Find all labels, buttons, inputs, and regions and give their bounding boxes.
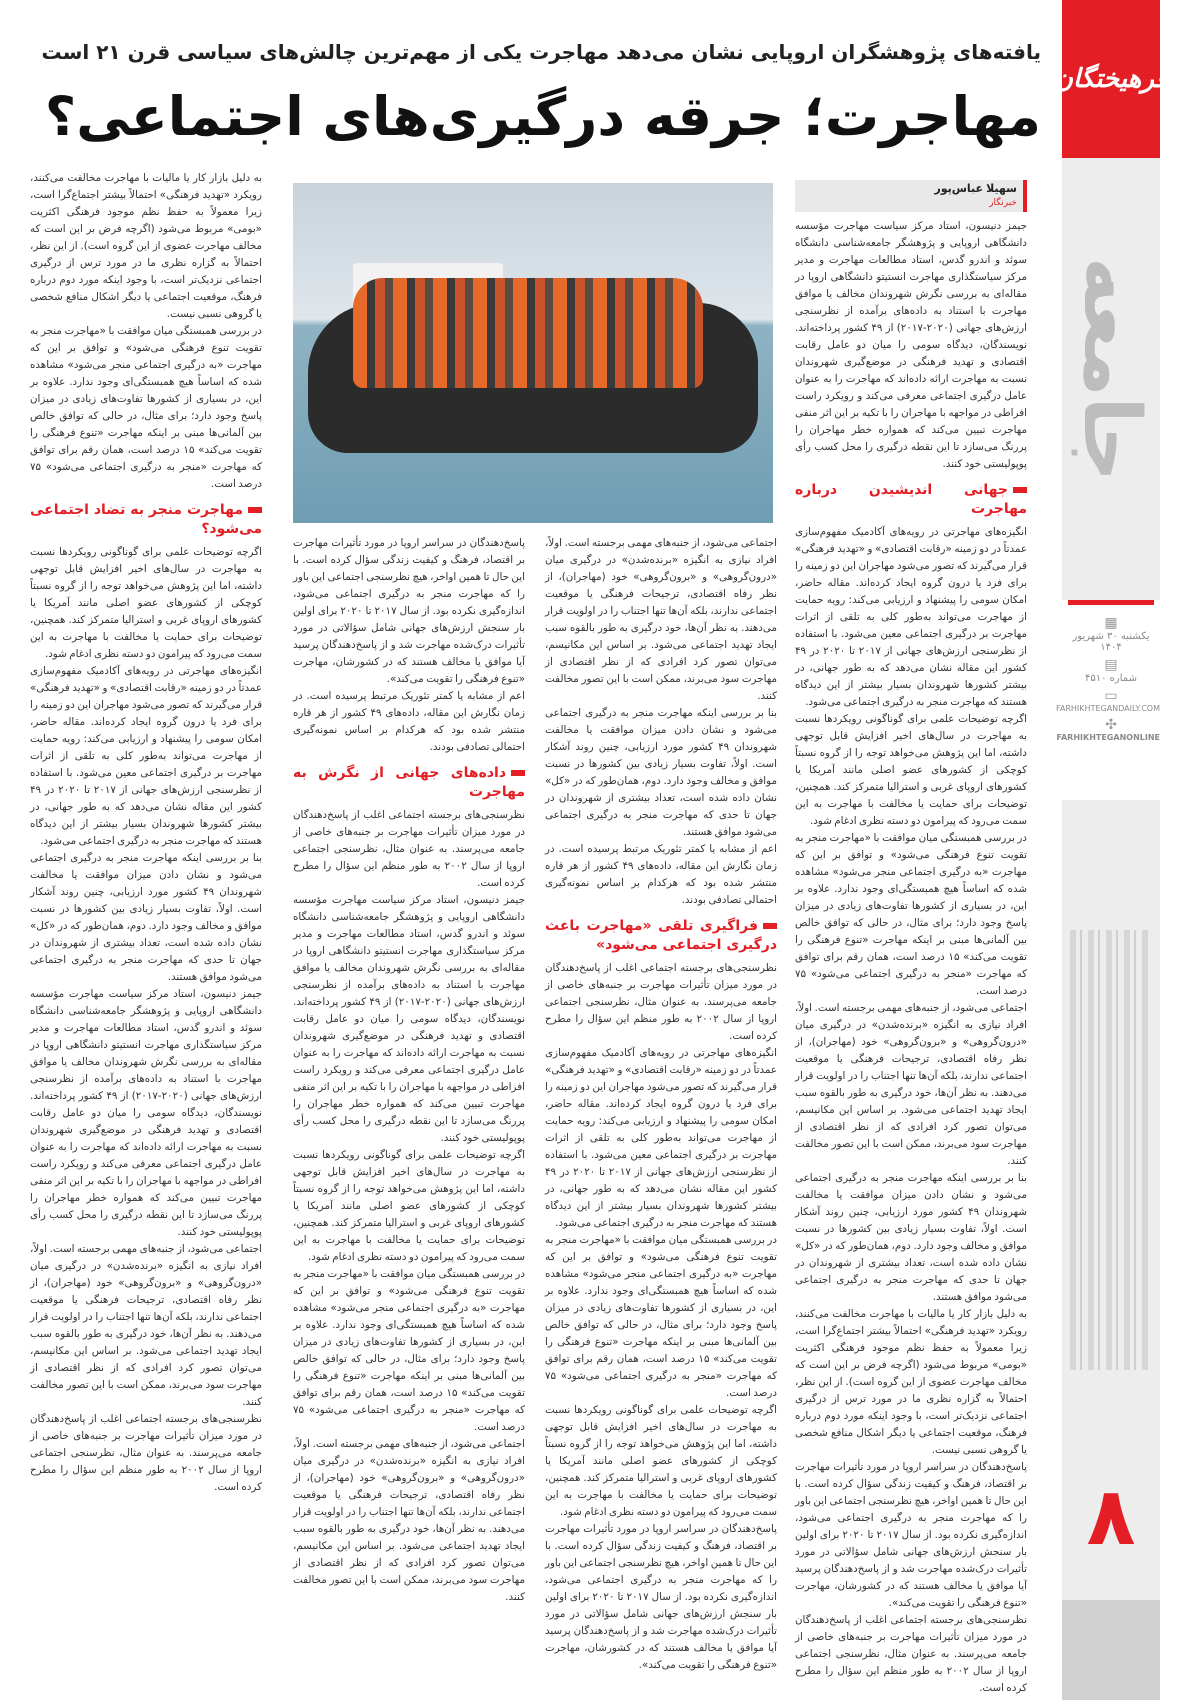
- column-2: [545, 535, 777, 1674]
- body-paragraph: به دلیل بازار کار یا مالیات با مهاجرت مخالفت می‌کنند، رویکرد «تهدید فرهنگی» احتمالاً بیشتر اجتماع‌گرا است، زیرا معمولاً به حفظ نظم موجود فرهنگی اکثریت «بومی» مربوط می‌شود (اگرچه فرض بر این است که مخالف مهاجرت عضوی از این گروه است). از این نظر، احتمالاً به گزاره نظری ما در مورد ترس از درگیری اجتماعی نزدیک‌تر است، با وجود اینکه مورد دوم درباره فرهنگ، موقعیت اجتماعی یا دیگر اشکال منافع شخصی یا گروهی نسبی نیست.: [30, 172, 262, 320]
- body-paragraph: اگرچه توضیحات علمی برای گوناگونی رویکردها نسبت به مهاجرت در سال‌های اخیر افزایش قابل توجهی داشته، اما این پژوهش می‌خواهد توجه را از گروه نسبتاً کوچکی از کشورهای عضو اصلی مانند آمریکا یا کشورهای اروپای غربی و استرالیا متمرکز کند. همچنین، توضیحات برای حمایت یا مخالفت با مهاجرت به این سمت می‌رود که پیرامون دو دسته نظری ادغام شود.: [795, 713, 1027, 827]
- issue-info: [1056, 600, 1160, 800]
- body-paragraph: بنا بر بررسی اینکه مهاجرت منجر به درگیری اجتماعی می‌شود و نشان دادن میزان موافقت یا مخالفت شهروندان ۴۹ کشور مورد ارزیابی، چنین روند آشکار است. اولاً، تفاوت بسیار زیادی بین کشورها در نسبت موافق و مخالف وجود دارد. دوم، همان‌طور که در «کل» نشان داده شده است، تعداد بیشتری از شهروندان در جهان تا حدی که مهاجرت منجر به درگیری اجتماعی می‌شود موافق هستند.: [795, 1172, 1027, 1303]
- footer-bar: [1062, 1600, 1160, 1700]
- body-paragraph: نظرسنجی‌های برجسته اجتماعی اغلب از پاسخ‌دهندگان در مورد میزان تأثیرات مهاجرت بر جنبه‌های خاصی از جامعه می‌پرسند. به عنوان مثال، نظرسنجی اجتماعی اروپا از سال ۲۰۰۲ به طور منظم این سؤال را مطرح کرده است.: [795, 1614, 1027, 1694]
- section-label: [1062, 180, 1160, 560]
- body-paragraph: پاسخ‌دهندگان در سراسر اروپا در مورد تأثیرات مهاجرت بر اقتصاد، فرهنگ و کیفیت زندگی سؤال کرده است. با این حال تا همین اواخر، هیچ نظرسنجی اجتماعی این باور را که مهاجرت منجر به درگیری اجتماعی می‌شود، اندازه‌گیری نکرده بود. از سال ۲۰۱۷ تا ۲۰۲۰ برای اولین بار سنجش ارزش‌های جهانی شامل سؤالاتی در مورد تأثیرات درک‌شده مهاجرت شد و از پاسخ‌دهندگان پرسید آیا موافق یا مخالف هستند که در کشورشان، مهاجرت «تنوع فرهنگی را تقویت می‌کند».: [544, 1523, 777, 1671]
- website-link[interactable]: FARHIKHTEGANDAILY.COM: [1056, 704, 1160, 713]
- column-3: [293, 535, 525, 1606]
- body-paragraph: اعم از مشابه یا کمتر تئوریک مرتبط پرسیده است. در زمان نگارش این مقاله، داده‌های ۴۹ کشور از هر قاره منتشر شده بود که هرکدام بر اساس نمونه‌گیری احتمالی تصادفی بودند.: [545, 843, 777, 906]
- web-icon: ▭: [1104, 688, 1118, 704]
- section-heading: جهانی اندیشیدن درباره مهاجرت: [795, 482, 1027, 517]
- body-paragraph: بنا بر بررسی اینکه مهاجرت منجر به درگیری اجتماعی می‌شود و نشان دادن میزان موافقت یا مخالفت شهروندان ۴۹ کشور مورد ارزیابی، چنین روند آشکار است. اولاً، تفاوت بسیار زیادی بین کشورها در نسبت موافق و مخالف وجود دارد. دوم، همان‌طور که در «کل» نشان داده شده است، تعداد بیشتری از شهروندان در جهان تا حدی که مهاجرت منجر به درگیری اجتماعی می‌شود موافق هستند.: [545, 707, 777, 838]
- body-paragraph: اگرچه توضیحات علمی برای گوناگونی رویکردها نسبت به مهاجرت در سال‌های اخیر افزایش قابل توجهی داشته، اما این پژوهش می‌خواهد توجه را از گروه نسبتاً کوچکی از کشورهای عضو اصلی مانند آمریکا یا کشورهای اروپای غربی و استرالیا متمرکز کند. همچنین، توضیحات برای حمایت یا مخالفت با مهاجرت به این سمت می‌رود که پیرامون دو دسته نظری ادغام شود.: [30, 546, 262, 660]
- body-paragraph: پاسخ‌دهندگان در سراسر اروپا در مورد تأثیرات مهاجرت بر اقتصاد، فرهنگ و کیفیت زندگی سؤال کرده است. با این حال تا همین اواخر، هیچ نظرسنجی اجتماعی این باور را که مهاجرت منجر به درگیری اجتماعی می‌شود، اندازه‌گیری نکرده بود. از سال ۲۰۱۷ تا ۲۰۲۰ برای اولین بار سنجش ارزش‌های جهانی شامل سؤالاتی در مورد تأثیرات درک‌شده مهاجرت شد و از پاسخ‌دهندگان پرسید آیا موافق یا مخالف هستند که در کشورشان، مهاجرت «تنوع فرهنگی را تقویت می‌کند».: [794, 1461, 1027, 1609]
- body-paragraph: اجتماعی می‌شود، از جنبه‌های مهمی برجسته است. اولاً، افراد نیازی به انگیزه «برنده‌شدن» در درگیری میان «درون‌گروهی» و «برون‌گروهی» خود (مهاجران)، از نظر رفاه اقتصادی، ترجیحات فرهنگی یا موقعیت اجتماعی ندارند، بلکه آن‌ها تنها اجتناب را در اولویت قرار می‌دهند. به نظر آن‌ها، خود درگیری به طور بالقوه سبب ایجاد تهدید اجتماعی می‌شود. بر اساس این مکانیسم، می‌توان تصور کرد افرادی که از نظر اقتصادی از مهاجرت سود می‌برند، ممکن است با این تصور مخالفت کنند.: [795, 1002, 1027, 1167]
- body-paragraph: بنا بر بررسی اینکه مهاجرت منجر به درگیری اجتماعی می‌شود و نشان دادن میزان موافقت یا مخالفت شهروندان ۴۹ کشور مورد ارزیابی، چنین روند آشکار است. اولاً، تفاوت بسیار زیادی بین کشورها در نسبت موافق و مخالف وجود دارد. دوم، همان‌طور که در «کل» نشان داده شده است، تعداد بیشتری از شهروندان در جهان تا حدی که مهاجرت منجر به درگیری اجتماعی می‌شود موافق هستند.: [30, 852, 262, 983]
- body-paragraph: اجتماعی می‌شود، از جنبه‌های مهمی برجسته است. اولاً، افراد نیازی به انگیزه «برنده‌شدن» در درگیری میان «درون‌گروهی» و «برون‌گروهی» خود (مهاجران)، از نظر رفاه اقتصادی، ترجیحات فرهنگی یا موقعیت اجتماعی ندارند، بلکه آن‌ها تنها اجتناب را در اولویت قرار می‌دهند. به نظر آن‌ها، خود درگیری به طور بالقوه سبب ایجاد تهدید اجتماعی می‌شود. بر اساس این مکانیسم، می‌توان تصور کرد افرادی که از نظر اقتصادی از مهاجرت سود می‌برند، ممکن است با این تصور مخالفت کنند.: [545, 537, 777, 702]
- body-paragraph: جیمز دنیسون، استاد مرکز سیاست مهاجرت مؤسسه دانشگاهی اروپایی و پژوهشگر جامعه‌شناسی دانشگاه سوئد و اندرو گدس، استاد مطالعات مهاجرت و مدیر مرکز سیاستگذاری مهاجرت انستیتو دانشگاهی اروپا در مقاله‌ای به بررسی نگرش شهروندان مخالف یا موافق مهاجرت با استناد به داده‌های برآمده از نظرسنجی ارزش‌های جهانی (۲۰۲۰-۲۰۱۷) از ۴۹ کشور پرداخته‌اند. نویسندگان، دیدگاه سومی را میان دو عامل رقابت اقتصادی و تهدید فرهنگی در موضع‌گیری شهروندان نسبت به مهاجرت ارائه داده‌اند که مهاجرت را به عنوان عامل درگیری اجتماعی معرفی می‌کند و رویکرد راست افراطی در مواجهه با مهاجران را با تکیه بر این اثر منفی مهاجرت تبیین می‌کند که همواره خطر مهاجران را پررنگ می‌سازد تا این نقطه درگیری را محل کسب رأی پوپولیستی خود کنند.: [795, 220, 1027, 470]
- body-paragraph: انگیزه‌های مهاجرتی در رویه‌های آکادمیک مفهوم‌سازی عمدتاً در دو زمینه «رقابت اقتصادی» و «تهدید فرهنگی» قرار می‌گیرند که تصور می‌شود مهاجران این دو زمینه را برای فرد یا درون گروه ایجاد کرده‌اند. مقاله حاضر، امکان سومی را پیشنهاد و ارزیابی می‌کند: رویه حمایت از مهاجرت می‌تواند به‌طور کلی به تلقی از اثرات مهاجرت بر درگیری اجتماعی معین می‌شود. با استفاده از نظرسنجی ارزش‌های جهانی از ۲۰۱۷ تا ۲۰۲۰ در ۴۹ کشور این مقاله نشان می‌دهد که به طور جهانی، در بیشتر کشورها شهروندان بسیار بیشتر از این دیدگاه هستند که مهاجرت منجر به درگیری اجتماعی می‌شود.: [545, 1047, 777, 1229]
- body-paragraph: نظرسنجی‌های برجسته اجتماعی اغلب از پاسخ‌دهندگان در مورد میزان تأثیرات مهاجرت بر جنبه‌های خاصی از جامعه می‌پرسند. به عنوان مثال، نظرسنجی اجتماعی اروپا از سال ۲۰۰۲ به طور منظم این سؤال را مطرح کرده است.: [545, 962, 777, 1042]
- issue-number: شماره ۴۵۱۰: [1085, 673, 1137, 684]
- body-paragraph: در بررسی همبستگی میان موافقت با «مهاجرت منجر به تقویت تنوع فرهنگی می‌شود» و توافق بر این که مهاجرت «به درگیری اجتماعی منجر می‌شود» مشاهده شده که اساساً هیچ همبستگی‌ای وجود ندارد. علاوه بر این، در بسیاری از کشورها تفاوت‌های زیادی در میزان پاسخ وجود دارد؛ برای مثال، در حالی که توافق خالص بین آلمانی‌ها مبنی بر اینکه مهاجرت «تنوع فرهنگی را تقویت می‌کند» ۱۵ درصد است، همان رقم برای توافق که مهاجرت «منجر به درگیری اجتماعی می‌شود» ۷۵ درصد است.: [545, 1234, 777, 1399]
- calendar-icon: ▦: [1104, 615, 1118, 631]
- body-paragraph: انگیزه‌های مهاجرتی در رویه‌های آکادمیک مفهوم‌سازی عمدتاً در دو زمینه «رقابت اقتصادی» و «تهدید فرهنگی» قرار می‌گیرند که تصور می‌شود مهاجران این دو زمینه را برای فرد یا درون گروه ایجاد کرده‌اند. مقاله حاضر، امکان سومی را پیشنهاد و ارزیابی می‌کند: رویه حمایت از مهاجرت می‌تواند به‌طور کلی به تلقی از اثرات مهاجرت بر درگیری اجتماعی معین می‌شود. با استفاده از نظرسنجی ارزش‌های جهانی از ۲۰۱۷ تا ۲۰۲۰ در ۴۹ کشور این مقاله نشان می‌دهد که به طور جهانی، در بیشتر کشورها شهروندان بسیار بیشتر از این دیدگاه هستند که مهاجرت منجر به درگیری اجتماعی می‌شود.: [30, 665, 262, 847]
- body-paragraph: انگیزه‌های مهاجرتی در رویه‌های آکادمیک مفهوم‌سازی عمدتاً در دو زمینه «رقابت اقتصادی» و «تهدید فرهنگی» قرار می‌گیرند که تصور می‌شود مهاجران این دو زمینه را برای فرد یا درون گروه ایجاد کرده‌اند. مقاله حاضر، امکان سومی را پیشنهاد و ارزیابی می‌کند: رویه حمایت از مهاجرت می‌تواند به‌طور کلی به تلقی از اثرات مهاجرت بر درگیری اجتماعی معین می‌شود. با استفاده از نظرسنجی ارزش‌های جهانی از ۲۰۱۷ تا ۲۰۲۰ در ۴۹ کشور این مقاله نشان می‌دهد که به طور جهانی، در بیشتر کشورها شهروندان بسیار بیشتر از این دیدگاه هستند که مهاجرت منجر به درگیری اجتماعی می‌شود.: [795, 526, 1027, 708]
- body-paragraph: اجتماعی می‌شود، از جنبه‌های مهمی برجسته است. اولاً، افراد نیازی به انگیزه «برنده‌شدن» در درگیری میان «درون‌گروهی» و «برون‌گروهی» خود (مهاجران)، از نظر رفاه اقتصادی، ترجیحات فرهنگی یا موقعیت اجتماعی ندارند، بلکه آن‌ها تنها اجتناب را در اولویت قرار می‌دهند. به نظر آن‌ها، خود درگیری به طور بالقوه سبب ایجاد تهدید اجتماعی می‌شود. بر اساس این مکانیسم، می‌توان تصور کرد افرادی که از نظر اقتصادی از مهاجرت سود می‌برند، ممکن است با این تصور مخالفت کنند.: [30, 1243, 262, 1408]
- passengers-shape: [353, 278, 703, 388]
- body-paragraph: اگرچه توضیحات علمی برای گوناگونی رویکردها نسبت به مهاجرت در سال‌های اخیر افزایش قابل توجهی داشته، اما این پژوهش می‌خواهد توجه را از گروه نسبتاً کوچکی از کشورهای عضو اصلی مانند آمریکا یا کشورهای اروپای غربی و استرالیا متمرکز کند. همچنین، توضیحات برای حمایت یا مخالفت با مهاجرت به این سمت می‌رود که پیرامون دو دسته نظری ادغام شود.: [293, 1149, 525, 1263]
- body-paragraph: به دلیل بازار کار یا مالیات با مهاجرت مخالفت می‌کنند، رویکرد «تهدید فرهنگی» احتمالاً بیشتر اجتماع‌گرا است، زیرا معمولاً به حفظ نظم موجود فرهنگی اکثریت «بومی» مربوط می‌شود (اگرچه فرض بر این است که مخالف مهاجرت عضوی از این گروه است). از این نظر، احتمالاً به گزاره نظری ما در مورد ترس از درگیری اجتماعی نزدیک‌تر است، با وجود اینکه مورد دوم درباره فرهنگ، موقعیت اجتماعی یا دیگر اشکال منافع شخصی یا گروهی نسبی نیست.: [795, 1308, 1027, 1456]
- body-paragraph: اگرچه توضیحات علمی برای گوناگونی رویکردها نسبت به مهاجرت در سال‌های اخیر افزایش قابل توجهی داشته، اما این پژوهش می‌خواهد توجه را از گروه نسبتاً کوچکی از کشورهای عضو اصلی مانند آمریکا یا کشورهای اروپای غربی و استرالیا متمرکز کند. همچنین، توضیحات برای حمایت یا مخالفت با مهاجرت به این سمت می‌رود که پیرامون دو دسته نظری ادغام شود.: [545, 1404, 777, 1518]
- author-role: خبرنگار: [989, 198, 1017, 208]
- body-paragraph: در بررسی همبستگی میان موافقت با «مهاجرت منجر به تقویت تنوع فرهنگی می‌شود» و توافق بر این که مهاجرت «به درگیری اجتماعی منجر می‌شود» مشاهده شده که اساساً هیچ همبستگی‌ای وجود ندارد. علاوه بر این، در بسیاری از کشورها تفاوت‌های زیادی در میزان پاسخ وجود دارد؛ برای مثال، در حالی که توافق خالص بین آلمانی‌ها مبنی بر اینکه مهاجرت «تنوع فرهنگی را تقویت می‌کند» ۱۵ درصد است، همان رقم برای توافق که مهاجرت «منجر به درگیری اجتماعی می‌شود» ۷۵ درصد است.: [30, 325, 262, 490]
- page-number: ۸: [1086, 1470, 1136, 1563]
- section-heading: فراگیری تلقی «مهاجرت باعث درگیری اجتماعی می‌شود»: [545, 918, 777, 953]
- divider: [1068, 600, 1154, 605]
- column-4: [30, 170, 262, 1496]
- issue-date: یکشنبه ۳۰ شهریور ۱۴۰۴: [1072, 631, 1150, 653]
- newspaper-logo: [1053, 0, 1169, 158]
- section-heading: داده‌های جهانی از نگرش به مهاجرت: [293, 765, 525, 800]
- decorative-pattern: [1070, 930, 1152, 1370]
- body-paragraph: جیمز دنیسون، استاد مرکز سیاست مهاجرت مؤسسه دانشگاهی اروپایی و پژوهشگر جامعه‌شناسی دانشگاه سوئد و اندرو گدس، استاد مطالعات مهاجرت و مدیر مرکز سیاستگذاری مهاجرت انستیتو دانشگاهی اروپا در مقاله‌ای به بررسی نگرش شهروندان مخالف یا موافق مهاجرت با استناد به داده‌های برآمده از نظرسنجی ارزش‌های جهانی (۲۰۲۰-۲۰۱۷) از ۴۹ کشور پرداخته‌اند. نویسندگان، دیدگاه سومی را میان دو عامل رقابت اقتصادی و تهدید فرهنگی در موضع‌گیری شهروندان نسبت به مهاجرت ارائه داده‌اند که مهاجرت را به عنوان عامل درگیری اجتماعی معرفی می‌کند و رویکرد راست افراطی در مواجهه با مهاجران را با تکیه بر این اثر منفی مهاجرت تبیین می‌کند که همواره خطر مهاجران را پررنگ می‌سازد تا این نقطه درگیری را محل کسب رأی پوپولیستی خود کنند.: [30, 988, 262, 1238]
- column-1: [795, 180, 1027, 1697]
- body-paragraph: در بررسی همبستگی میان موافقت با «مهاجرت منجر به تقویت تنوع فرهنگی می‌شود» و توافق بر این که مهاجرت «به درگیری اجتماعی منجر می‌شود» مشاهده شده که اساساً هیچ همبستگی‌ای وجود ندارد. علاوه بر این، در بسیاری از کشورها تفاوت‌های زیادی در میزان پاسخ وجود دارد؛ برای مثال، در حالی که توافق خالص بین آلمانی‌ها مبنی بر اینکه مهاجرت «تنوع فرهنگی را تقویت می‌کند» ۱۵ درصد است، همان رقم برای توافق که مهاجرت «منجر به درگیری اجتماعی می‌شود» ۷۵ درصد است.: [795, 832, 1027, 997]
- body-paragraph: نظرسنجی‌های برجسته اجتماعی اغلب از پاسخ‌دهندگان در مورد میزان تأثیرات مهاجرت بر جنبه‌های خاصی از جامعه می‌پرسند. به عنوان مثال، نظرسنجی اجتماعی اروپا از سال ۲۰۰۲ به طور منظم این سؤال را مطرح کرده است.: [30, 1413, 262, 1493]
- article-kicker: یافته‌های پژوهشگران اروپایی نشان می‌دهد مهاجرت یکی از مهم‌ترین چالش‌های سیاسی قرن ۲۱ است: [41, 40, 1041, 64]
- article-title: مهاجرت؛ جرقه درگیری‌های اجتماعی؟: [44, 85, 1041, 148]
- section-title: جامعه: [1066, 257, 1156, 483]
- article-photo-migrant-boat: [293, 183, 773, 523]
- byline: [795, 180, 1027, 212]
- body-paragraph: نظرسنجی‌های برجسته اجتماعی اغلب از پاسخ‌دهندگان در مورد میزان تأثیرات مهاجرت بر جنبه‌های خاصی از جامعه می‌پرسند. به عنوان مثال، نظرسنجی اجتماعی اروپا از سال ۲۰۰۲ به طور منظم این سؤال را مطرح کرده است.: [293, 809, 525, 889]
- newspaper-icon: ▤: [1104, 657, 1118, 673]
- social-icon: ✣: [1105, 717, 1117, 733]
- logo-text: فرهیختگان: [1053, 64, 1169, 94]
- body-paragraph: اجتماعی می‌شود، از جنبه‌های مهمی برجسته است. اولاً، افراد نیازی به انگیزه «برنده‌شدن» در درگیری میان «درون‌گروهی» و «برون‌گروهی» خود (مهاجران)، از نظر رفاه اقتصادی، ترجیحات فرهنگی یا موقعیت اجتماعی ندارند، بلکه آن‌ها تنها اجتناب را در اولویت قرار می‌دهند. به نظر آن‌ها، خود درگیری به طور بالقوه سبب ایجاد تهدید اجتماعی می‌شود. بر اساس این مکانیسم، می‌توان تصور کرد افرادی که از نظر اقتصادی از مهاجرت سود می‌برند، ممکن است با این تصور مخالفت کنند.: [293, 1438, 525, 1603]
- body-paragraph: اعم از مشابه یا کمتر تئوریک مرتبط پرسیده است. در زمان نگارش این مقاله، داده‌های ۴۹ کشور از هر قاره منتشر شده بود که هرکدام بر اساس نمونه‌گیری احتمالی تصادفی بودند.: [293, 690, 525, 753]
- body-paragraph: در بررسی همبستگی میان موافقت با «مهاجرت منجر به تقویت تنوع فرهنگی می‌شود» و توافق بر این که مهاجرت «به درگیری اجتماعی منجر می‌شود» مشاهده شده که اساساً هیچ همبستگی‌ای وجود ندارد. علاوه بر این، در بسیاری از کشورها تفاوت‌های زیادی در میزان پاسخ وجود دارد؛ برای مثال، در حالی که توافق خالص بین آلمانی‌ها مبنی بر اینکه مهاجرت «تنوع فرهنگی را تقویت می‌کند» ۱۵ درصد است، همان رقم برای توافق که مهاجرت «منجر به درگیری اجتماعی می‌شود» ۷۵ درصد است.: [293, 1268, 525, 1433]
- body-paragraph: پاسخ‌دهندگان در سراسر اروپا در مورد تأثیرات مهاجرت بر اقتصاد، فرهنگ و کیفیت زندگی سؤال کرده است. با این حال تا همین اواخر، هیچ نظرسنجی اجتماعی این باور را که مهاجرت منجر به درگیری اجتماعی می‌شود، اندازه‌گیری نکرده بود. از سال ۲۰۱۷ تا ۲۰۲۰ برای اولین بار سنجش ارزش‌های جهانی شامل سؤالاتی در مورد تأثیرات درک‌شده مهاجرت شد و از پاسخ‌دهندگان پرسید آیا موافق یا مخالف هستند که در کشورشان، مهاجرت «تنوع فرهنگی را تقویت می‌کند».: [292, 537, 525, 685]
- body-paragraph: جیمز دنیسون، استاد مرکز سیاست مهاجرت مؤسسه دانشگاهی اروپایی و پژوهشگر جامعه‌شناسی دانشگاه سوئد و اندرو گدس، استاد مطالعات مهاجرت و مدیر مرکز سیاستگذاری مهاجرت انستیتو دانشگاهی اروپا در مقاله‌ای به بررسی نگرش شهروندان مخالف یا موافق مهاجرت با استناد به داده‌های برآمده از نظرسنجی ارزش‌های جهانی (۲۰۲۰-۲۰۱۷) از ۴۹ کشور پرداخته‌اند. نویسندگان، دیدگاه سومی را میان دو عامل رقابت اقتصادی و تهدید فرهنگی در موضع‌گیری شهروندان نسبت به مهاجرت ارائه داده‌اند که مهاجرت را به عنوان عامل درگیری اجتماعی معرفی می‌کند و رویکرد راست افراطی در مواجهه با مهاجران را با تکیه بر این اثر منفی مهاجرت تبیین می‌کند که همواره خطر مهاجران را پررنگ می‌سازد تا این نقطه درگیری را محل کسب رأی پوپولیستی خود کنند.: [293, 894, 525, 1144]
- social-handle: FARHIKHTEGANONLINE: [1056, 733, 1160, 742]
- author-name: سهیلا عباس‌پور: [934, 182, 1017, 195]
- section-heading: مهاجرت منجر به تضاد اجتماعی می‌شود؟: [30, 502, 262, 537]
